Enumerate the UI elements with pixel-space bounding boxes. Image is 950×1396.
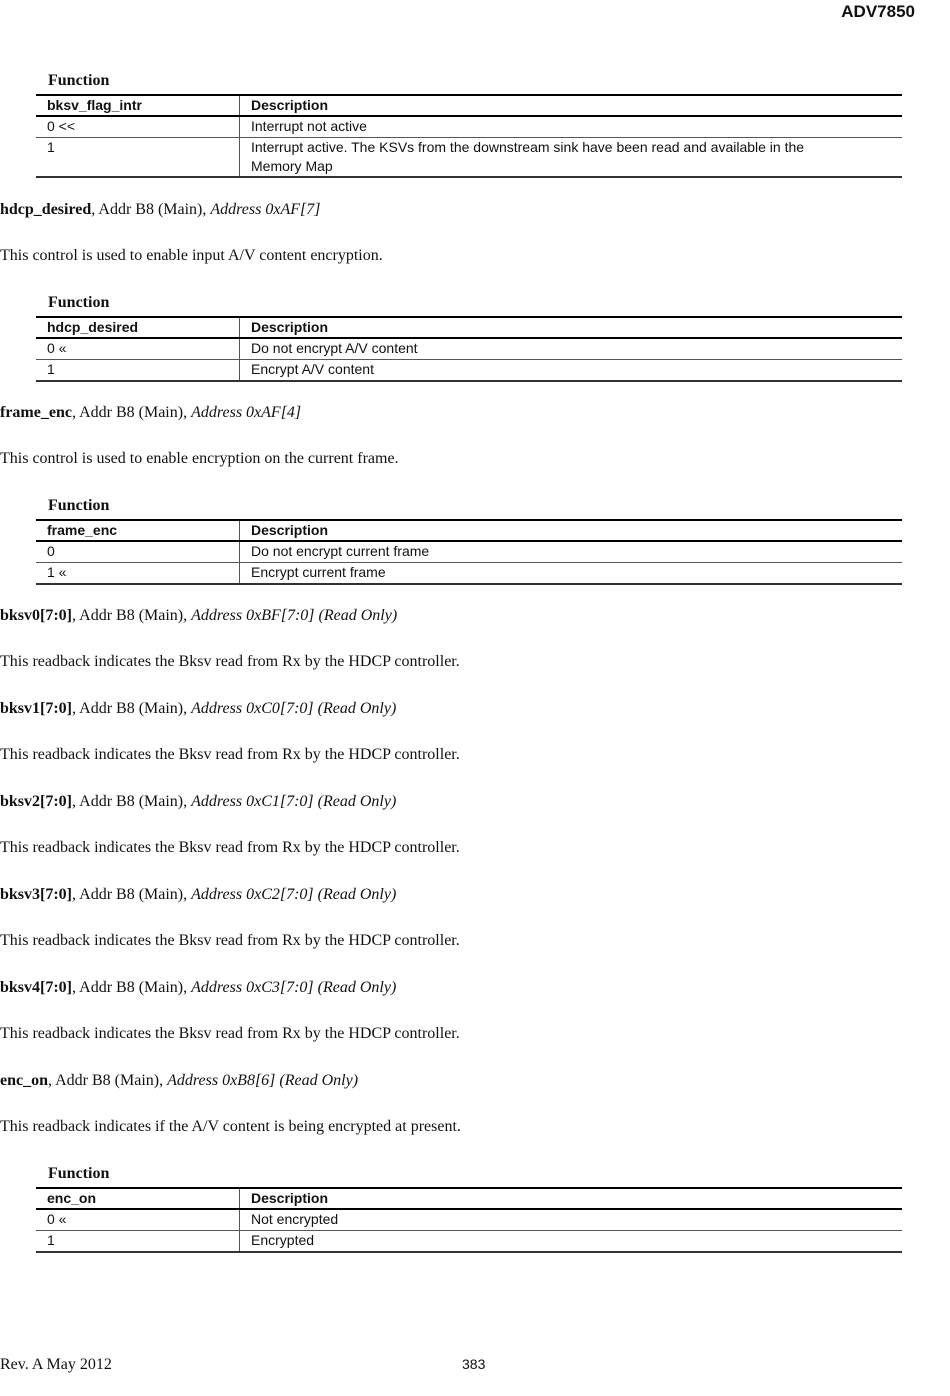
table-caption: Function: [48, 72, 110, 89]
register-description: This readback indicates if the A/V content is being encrypted at present.: [0, 1118, 461, 1135]
register-address: Address 0xC3[7:0] (Read Only): [191, 979, 397, 996]
register-addr: , Addr B8 (Main),: [72, 607, 192, 624]
part-number-header: ADV7850: [841, 2, 915, 21]
frame-enc-table: [36, 519, 902, 585]
cell: 0 «: [36, 338, 240, 360]
register-name: enc_on: [0, 1072, 48, 1089]
register-addr: , Addr B8 (Main),: [72, 700, 192, 717]
cell: 1 «: [36, 563, 240, 585]
register-address: Address 0xB8[6] (Read Only): [167, 1072, 359, 1089]
register-description: This readback indicates the Bksv read from Rx by the HDCP controller.: [0, 839, 460, 856]
register-address: Address 0xAF[4]: [191, 404, 302, 421]
cell: 0 «: [36, 1209, 240, 1231]
hdcp-desired-table: [36, 316, 902, 382]
cell: 1: [36, 360, 240, 382]
table-row: [36, 1209, 902, 1231]
cell: Encrypt current frame: [240, 563, 903, 585]
cell: 0 <<: [36, 116, 240, 138]
column-header: frame_enc: [36, 520, 240, 541]
enc-on-table: [36, 1187, 902, 1253]
cell: Not encrypted: [240, 1209, 903, 1231]
cell-line: Memory Map: [251, 158, 333, 174]
register-addr: , Addr B8 (Main),: [71, 404, 192, 421]
register-addr: , Addr B8 (Main),: [91, 201, 211, 218]
register-heading: [0, 979, 396, 997]
register-heading: [0, 201, 320, 219]
register-name: bksv4[7:0]: [0, 979, 73, 996]
cell: [240, 138, 903, 178]
cell-line: Interrupt active. The KSVs from the downstream sink have been read and available in the: [251, 139, 805, 155]
register-name: hdcp_desired: [0, 201, 92, 218]
table-caption: Function: [48, 497, 110, 514]
register-heading: [0, 607, 397, 625]
register-name: bksv1[7:0]: [0, 700, 73, 717]
register-heading: [0, 1072, 358, 1090]
register-name: bksv0[7:0]: [0, 607, 73, 624]
cell: Interrupt not active: [240, 116, 903, 138]
register-address: Address 0xC1[7:0] (Read Only): [191, 793, 397, 810]
cell: 1: [36, 138, 240, 178]
table-row: [36, 138, 902, 178]
register-description: This readback indicates the Bksv read from Rx by the HDCP controller.: [0, 1025, 460, 1042]
cell: Do not encrypt current frame: [240, 541, 903, 563]
register-heading: [0, 886, 396, 904]
table-row: [36, 1231, 902, 1253]
register-addr: , Addr B8 (Main),: [72, 979, 192, 996]
register-name: bksv3[7:0]: [0, 886, 73, 903]
table-row: [36, 116, 902, 138]
cell: Encrypted: [240, 1231, 903, 1253]
register-heading: [0, 793, 396, 811]
register-address: Address 0xBF[7:0] (Read Only): [191, 607, 398, 624]
register-addr: , Addr B8 (Main),: [72, 793, 192, 810]
register-description: This control is used to enable input A/V content encryption.: [0, 247, 383, 264]
register-heading: [0, 404, 301, 422]
bksv-flag-intr-table: [36, 94, 902, 178]
table-row: [36, 541, 902, 563]
register-address: Address 0xAF[7]: [210, 201, 321, 218]
column-header: enc_on: [36, 1188, 240, 1209]
register-address: Address 0xC2[7:0] (Read Only): [191, 886, 397, 903]
register-description: This readback indicates the Bksv read from Rx by the HDCP controller.: [0, 653, 460, 670]
revision-footer: Rev. A May 2012: [0, 1356, 112, 1373]
register-addr: , Addr B8 (Main),: [72, 886, 192, 903]
column-header: Description: [240, 520, 903, 541]
column-header: hdcp_desired: [36, 317, 240, 338]
cell: 1: [36, 1231, 240, 1253]
column-header: Description: [240, 1188, 903, 1209]
cell: Encrypt A/V content: [240, 360, 903, 382]
register-heading: [0, 700, 396, 718]
table-caption: Function: [48, 1165, 110, 1182]
register-description: This control is used to enable encryption on the current frame.: [0, 450, 399, 467]
page-number: 383: [462, 1356, 486, 1372]
register-address: Address 0xC0[7:0] (Read Only): [191, 700, 397, 717]
column-header: Description: [240, 317, 903, 338]
table-row: [36, 360, 902, 382]
column-header: Description: [240, 95, 903, 116]
cell: Do not encrypt A/V content: [240, 338, 903, 360]
register-description: This readback indicates the Bksv read from Rx by the HDCP controller.: [0, 932, 460, 949]
register-name: bksv2[7:0]: [0, 793, 73, 810]
register-name: frame_enc: [0, 404, 72, 421]
table-row: [36, 338, 902, 360]
register-addr: , Addr B8 (Main),: [48, 1072, 168, 1089]
cell: 0: [36, 541, 240, 563]
table-row: [36, 563, 902, 585]
column-header: bksv_flag_intr: [36, 95, 240, 116]
table-caption: Function: [48, 294, 110, 311]
register-description: This readback indicates the Bksv read from Rx by the HDCP controller.: [0, 746, 460, 763]
